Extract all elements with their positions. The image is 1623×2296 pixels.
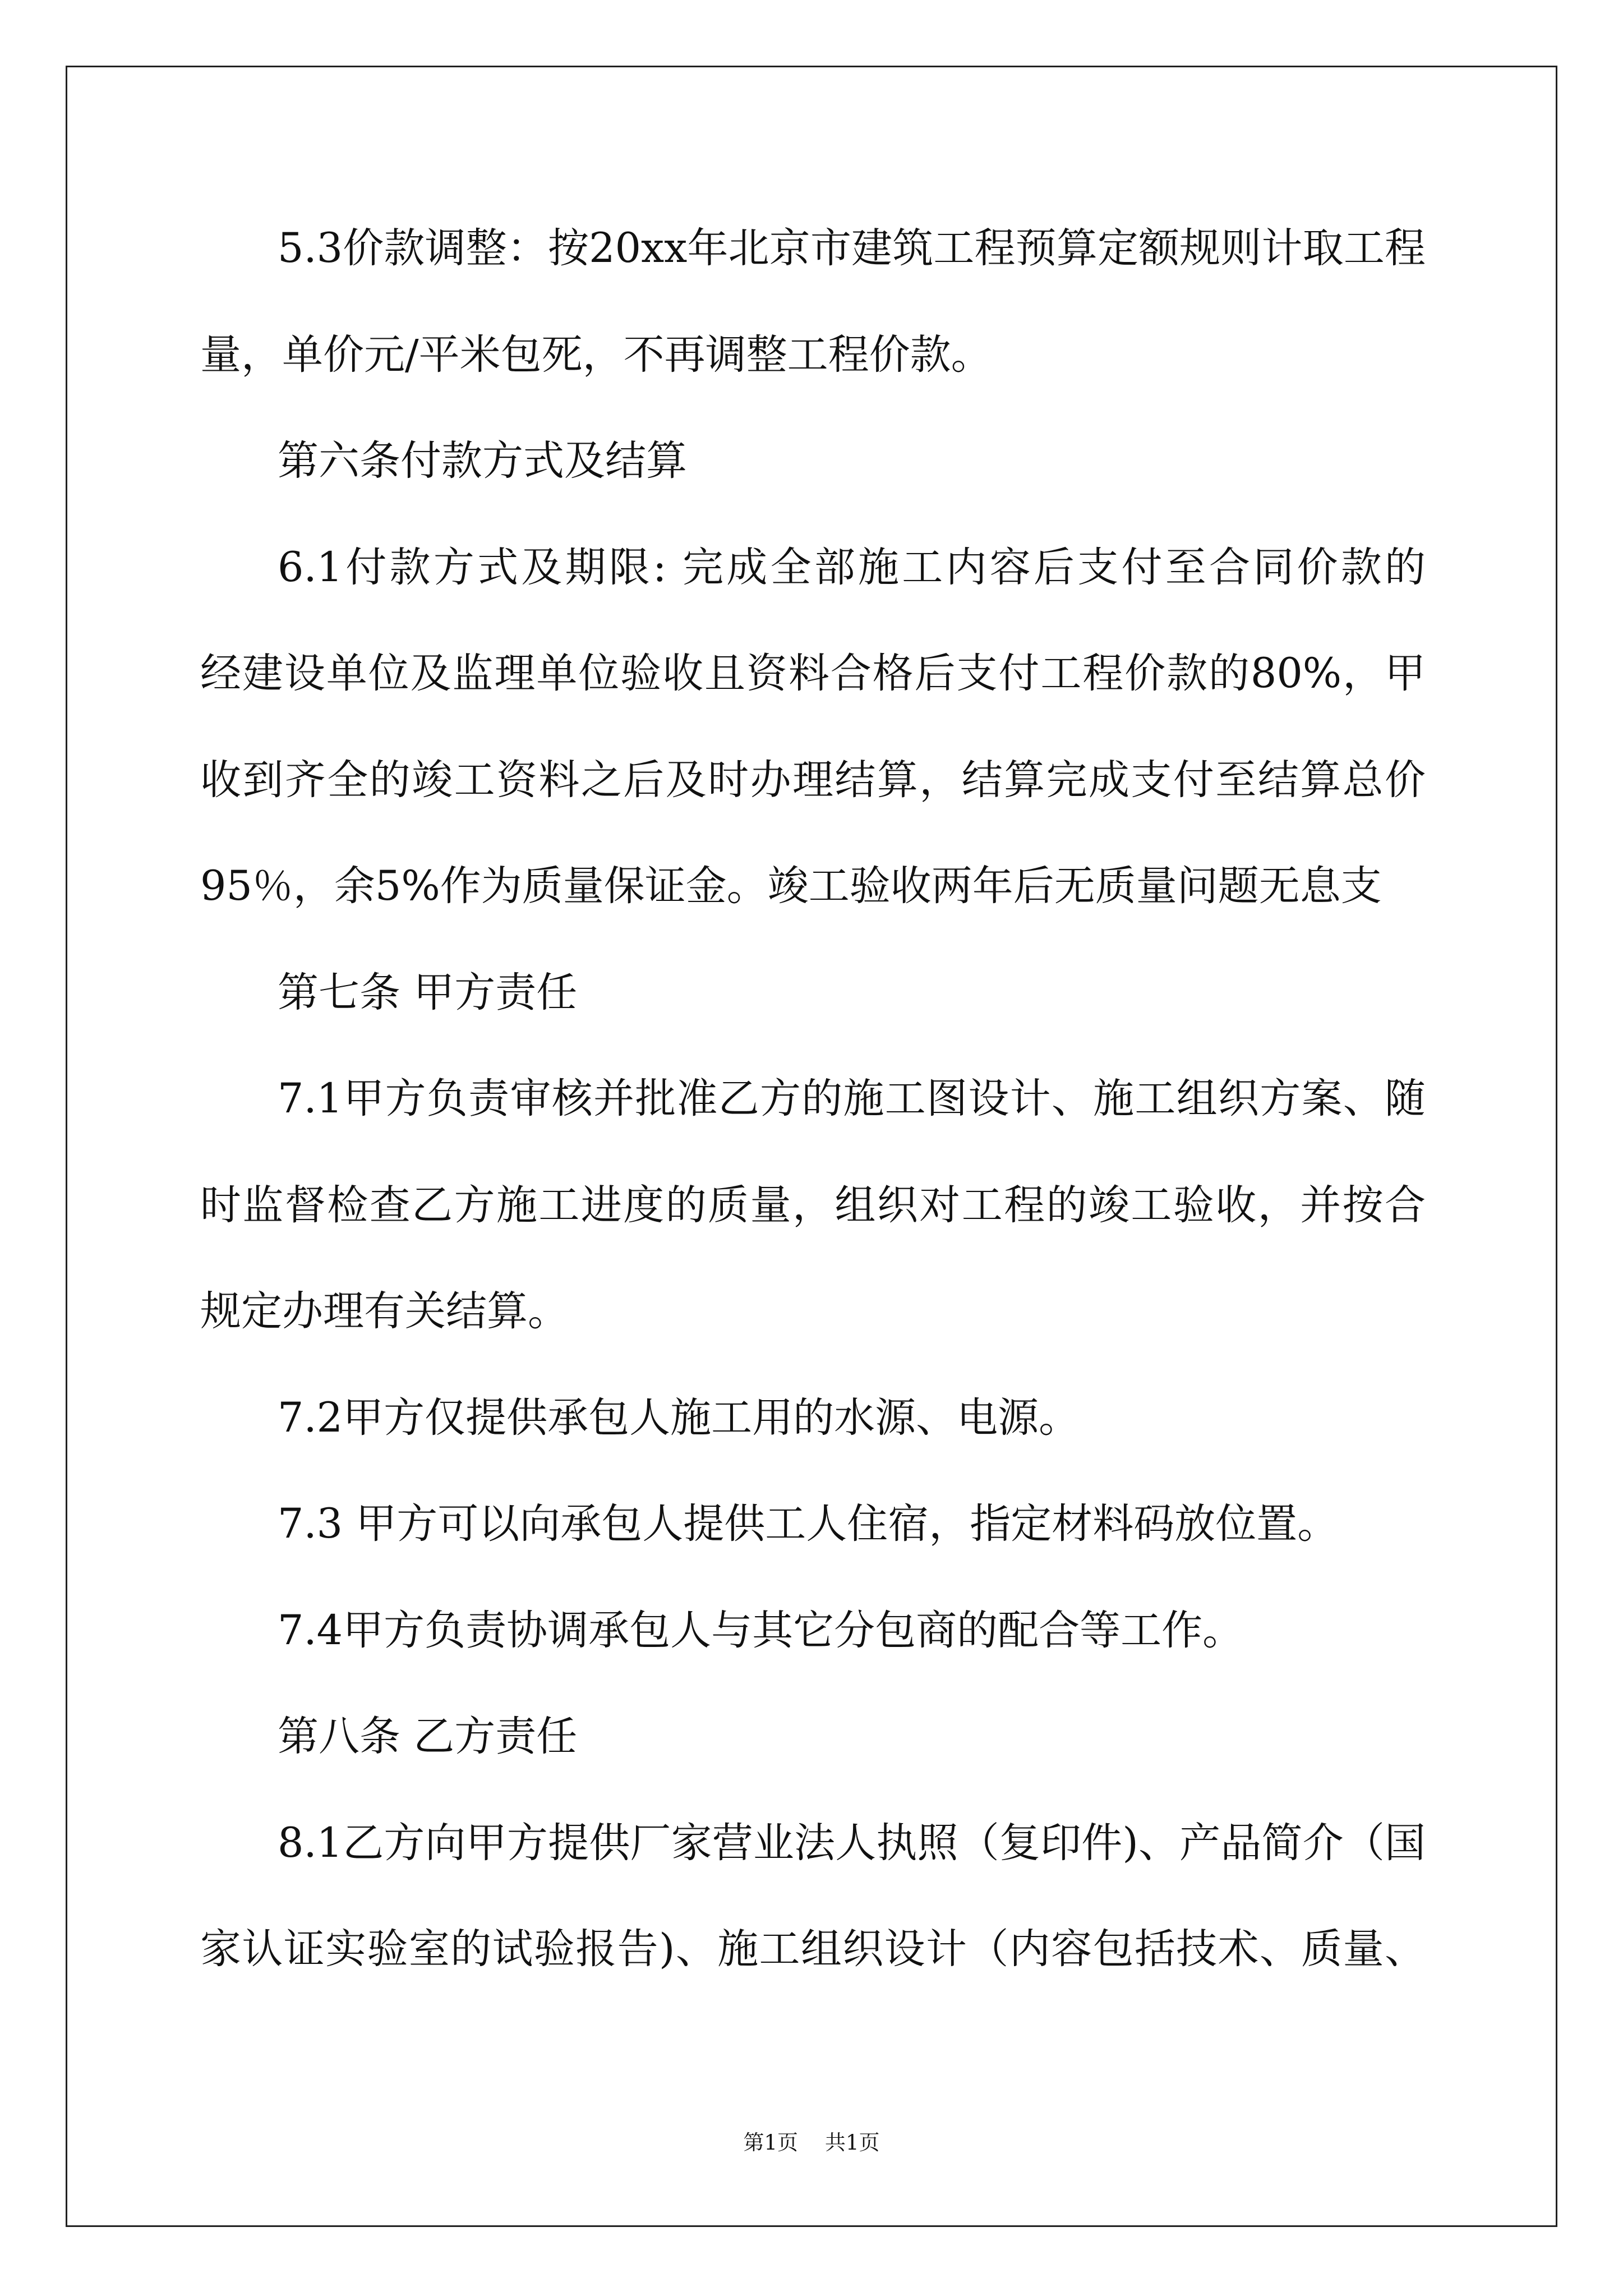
section-heading: 第八条 乙方责任 [278, 1713, 578, 1760]
section-heading: 第七条 甲方责任 [278, 968, 578, 1016]
document-body [200, 195, 1426, 2003]
text-line: 时监督检查乙方施工进度的质量，组织对工程的竣工验收，并按合 [200, 1181, 1426, 1229]
heading-article-8 [200, 1683, 1426, 1790]
paragraph-6-1 [200, 514, 1426, 940]
paragraph-7-2 [200, 1365, 1426, 1471]
text-line: 7.3 甲方可以向承包人提供工人住宿，指定材料码放位置。 [278, 1500, 1339, 1548]
text-line: 95％，余5%作为质量保证金。竣工验收两年后无质量问题无息支 [200, 862, 1382, 910]
paragraph-7-4 [200, 1577, 1426, 1684]
section-heading: 第六条付款方式及结算 [278, 437, 687, 485]
page-number-current: 第1页 [743, 2131, 798, 2155]
heading-article-7 [200, 940, 1426, 1046]
text-line: 经建设单位及监理单位验收且资料合格后支付工程价款的80%，甲 [200, 650, 1426, 697]
paragraph-8-1 [200, 1790, 1426, 2003]
text-line: 规定办理有关结算。 [200, 1287, 569, 1335]
text-line: 量，单价元/平米包死，不再调整工程价款。 [200, 330, 992, 379]
paragraph-7-3 [200, 1471, 1426, 1577]
page-number-total: 共1页 [825, 2131, 880, 2155]
text-line: 7.4甲方负责协调承包人与其它分包商的配合等工作。 [278, 1606, 1244, 1654]
text-line: 7.2甲方仅提供承包人施工用的水源、电源。 [278, 1393, 1080, 1442]
paragraph-5-3 [200, 195, 1426, 408]
text-line: 6.1付款方式及期限: 完成全部施工内容后支付至合同价款的 [278, 543, 1426, 591]
page-footer [0, 2127, 1623, 2159]
heading-article-6 [200, 408, 1426, 514]
text-line: 收到齐全的竣工资料之后及时办理结算，结算完成支付至结算总价 [200, 756, 1426, 804]
text-line: 8.1乙方向甲方提供厂家营业法人执照（复印件)、产品简介（国 [278, 1819, 1426, 1867]
text-line: 7.1甲方负责审核并批准乙方的施工图设计、施工组织方案、随 [278, 1075, 1426, 1122]
text-line: 家认证实验室的试验报告)、施工组织设计（内容包括技术、质量、 [200, 1925, 1426, 1973]
text-line: 5.3价款调整：按20xx年北京市建筑工程预算定额规则计取工程 [278, 224, 1426, 272]
paragraph-7-1 [200, 1046, 1426, 1365]
